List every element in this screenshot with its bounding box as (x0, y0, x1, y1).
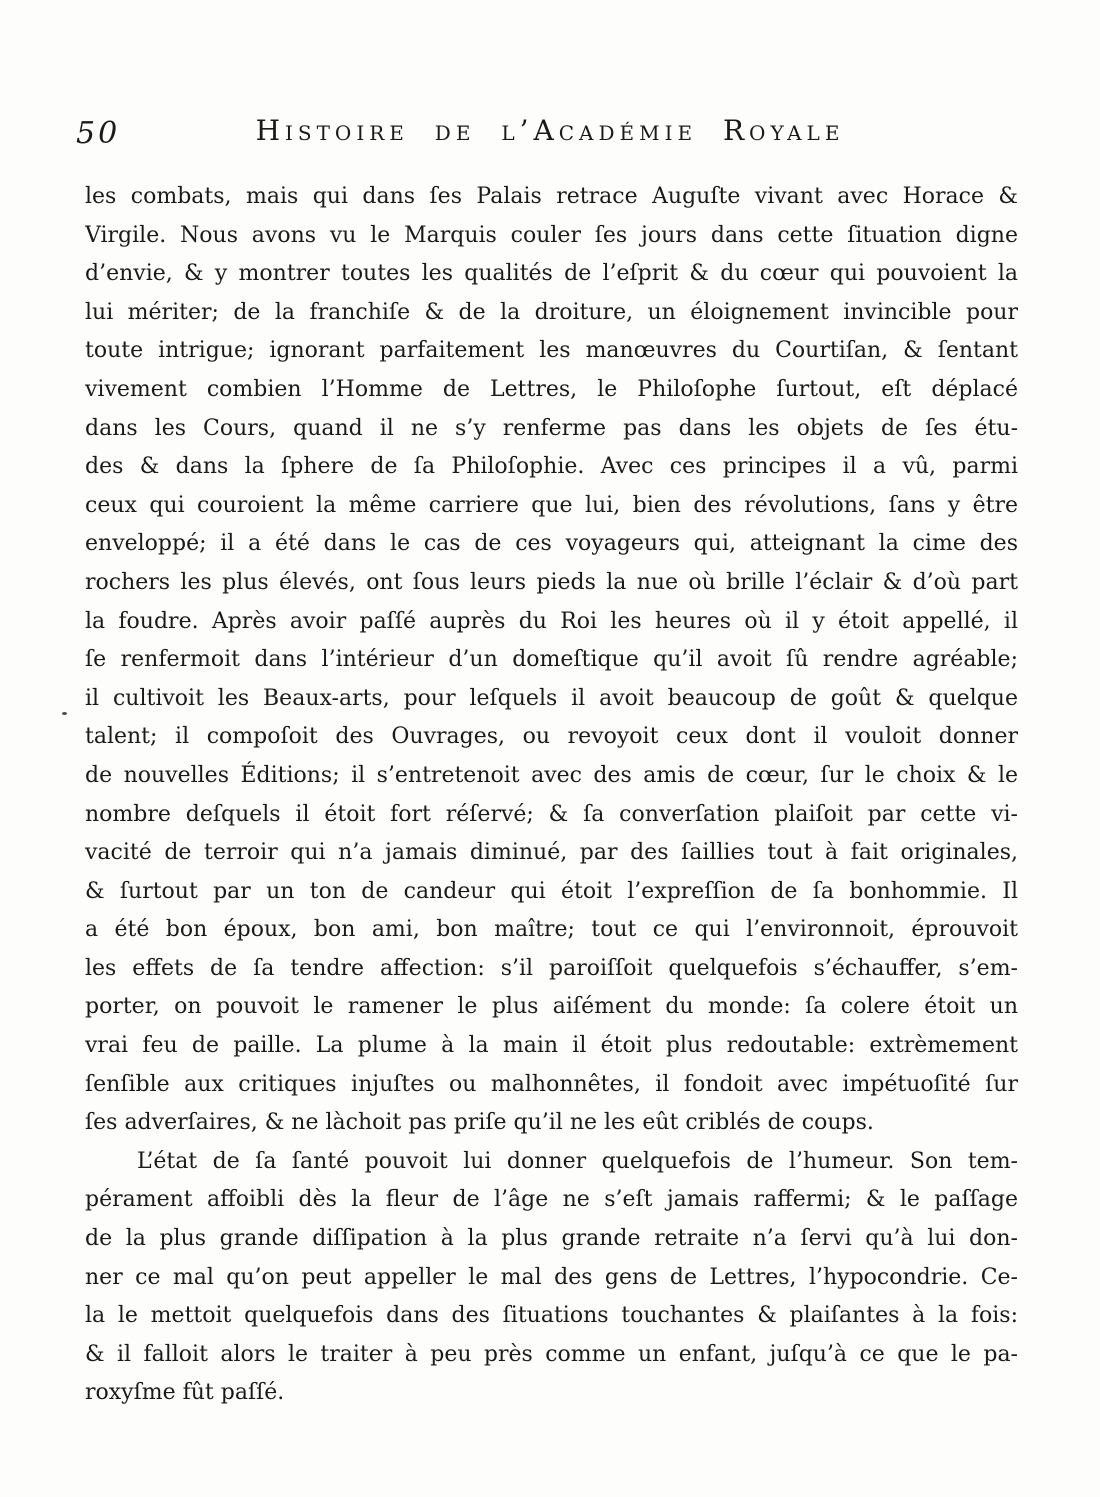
text-line: & il falloit alors le traiter à peu près comme un enfant, juſqu’à ce que le pa- (85, 1341, 1018, 1367)
text-line: pérament affoibli dès la fleur de l’âge ne s’eſt jamais raffermi; & le paſſage (85, 1187, 1018, 1213)
text-line: ſenſible aux critiques injuſtes ou malhonnêtes, il fondoit avec impétuoſité ſur (85, 1071, 1018, 1097)
text-line: ceux qui couroient la même carriere que lui, bien des révolutions, ſans y être (85, 492, 1018, 518)
text-line: talent; il compoſoit des Ouvrages, ou revoyoit ceux dont il vouloit donner (85, 724, 1018, 750)
text-line: la le mettoit quelquefois dans des ſituations touchantes & plaiſantes à la fois: (85, 1303, 1018, 1329)
text-line: il cultivoit les Beaux-arts, pour leſquels il avoit beaucoup de goût & quelque (85, 685, 1018, 711)
text-line: rochers les plus élevés, ont ſous leurs pieds la nue où brille l’éclair & d’où part (85, 569, 1018, 595)
text-line: vivement combien l’Homme de Lettres, le Philoſophe ſurtout, eſt déplacé (85, 376, 1018, 402)
page-header (0, 114, 1100, 158)
text-line: d’envie, & y montrer toutes les qualités de l’eſprit & du cœur qui pouvoient la (85, 261, 1018, 287)
text-line: L’état de ſa ſanté pouvoit lui donner quelquefois de l’humeur. Son tem- (137, 1148, 1018, 1174)
text-line: enveloppé; il a été dans le cas de ces voyageurs qui, atteignant la cime des (85, 531, 1018, 557)
text-line: les combats, mais qui dans ſes Palais retrace Auguſte vivant avec Horace & (85, 184, 1018, 209)
text-line: des & dans la ſphere de ſa Philoſophie. Avec ces principes il a vû, parmi (85, 454, 1018, 480)
text-line: Virgile. Nous avons vu le Marquis couler ſes jours dans cette ſituation digne (85, 222, 1018, 248)
text-line: les effets de ſa tendre affection: s’il paroiſſoit quelquefois s’échauffer, s’em- (85, 955, 1018, 981)
text-line: vacité de terroir qui n’a jamais diminué, par des ſaillies tout à fait originales, (85, 840, 1018, 866)
text-line: dans les Cours, quand il ne s’y renferme pas dans les objets de ſes étu- (85, 415, 1018, 441)
text-line: ſe renfermoit dans l’intérieur d’un domeſtique qu’il avoit ſû rendre agréable; (85, 647, 1018, 673)
scan-speck (62, 712, 67, 715)
text-line: ſes adverſaires, & ne làchoit pas priſe qu’il ne les eût criblés de coups. (85, 1110, 874, 1136)
text-line: roxyſme fût paſſé. (85, 1380, 285, 1406)
text-line: de nouvelles Éditions; il s’entretenoit avec des amis de cœur, ſur le choix & le (85, 762, 1018, 788)
text-line: toute intrigue; ignorant parfaitement les manœuvres du Courtiſan, & ſentant (85, 338, 1018, 364)
text-line: nombre deſquels il étoit fort réſervé; & ſa converſation plaiſoit par cette vi- (85, 801, 1018, 827)
text-line: a été bon époux, bon ami, bon maître; tout ce qui l’environnoit, éprouvoit (85, 917, 1018, 943)
text-block (85, 178, 1018, 1413)
running-title: Histoire de l’Académie Royale (255, 114, 845, 147)
text-line: vrai feu de paille. La plume à la main il étoit plus redoutable: extrèmement (85, 1033, 1018, 1059)
page-number: 50 (76, 116, 121, 151)
text-line: la foudre. Après avoir paſſé auprès du Roi les heures où il y étoit appellé, il (85, 608, 1018, 634)
text-line: & ſurtout par un ton de candeur qui étoit l’expreſſion de ſa bonhommie. Il (85, 878, 1018, 904)
text-line: porter, on pouvoit le ramener le plus aiſément du monde: ſa colere étoit un (85, 994, 1018, 1020)
text-line: ner ce mal qu’on peut appeller le mal des gens de Lettres, l’hypocondrie. Ce- (85, 1264, 1018, 1290)
text-line: de la plus grande diſſipation à la plus grande retraite n’a ſervi qu’à lui don- (85, 1226, 1018, 1252)
text-line: lui mériter; de la franchiſe & de la droiture, un éloignement invincible pour (85, 299, 1018, 325)
